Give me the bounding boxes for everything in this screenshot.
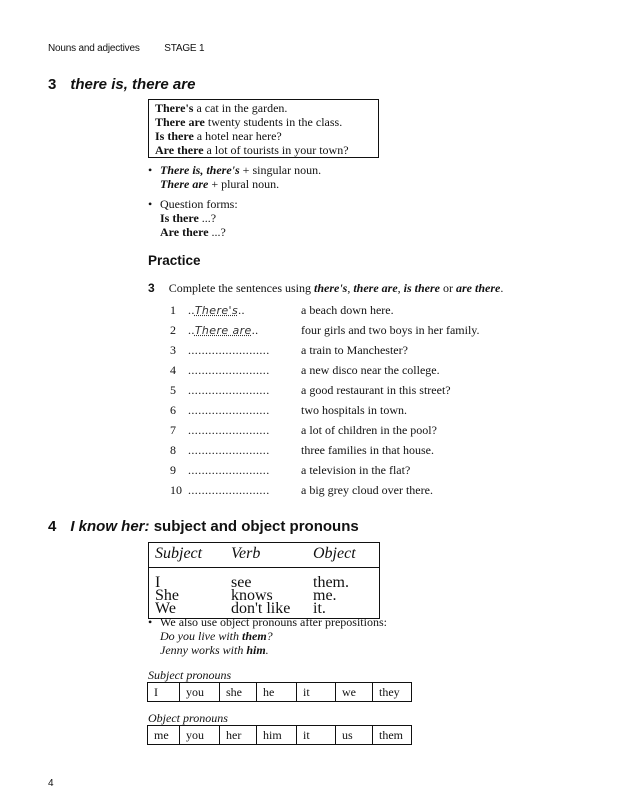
blank: ........................ bbox=[188, 383, 270, 397]
blank: ........................ bbox=[188, 423, 270, 437]
exercise-instruction: 3 Complete the sentences using there's, there are, is there or are there. bbox=[148, 281, 504, 295]
header-stage: STAGE 1 bbox=[164, 43, 205, 54]
subject-pronouns-label: Subject pronouns bbox=[148, 668, 232, 682]
exercise-item: 4 ........................ a new disco near the college. bbox=[170, 360, 480, 380]
blank: ........................ bbox=[188, 343, 270, 357]
examples-box bbox=[148, 99, 379, 158]
subject-pronouns-row: I you she he it we they bbox=[147, 682, 412, 702]
example-line: Are there a lot of tourists in your town? bbox=[155, 143, 349, 157]
rule-question-forms: • Question forms: Is there ...? Are there ...? bbox=[148, 197, 321, 239]
section-4-title: 4 I know her: subject and object pronouns bbox=[48, 518, 359, 535]
blank: ........................ bbox=[188, 403, 270, 417]
blank: ........................ bbox=[188, 443, 270, 457]
object-pronouns-label: Object pronouns bbox=[148, 711, 228, 725]
filled-answer: There are bbox=[194, 324, 252, 337]
exercise-item: 6 ........................ two hospitals in town. bbox=[170, 400, 480, 420]
example-line: Is there a hotel near here? bbox=[155, 129, 282, 143]
table-body: I She We see knows don't like them. me. it. bbox=[155, 574, 349, 617]
rule-singular-plural: • There is, there's + singular noun. There are + plural noun. bbox=[148, 163, 321, 191]
exercise-item: 1 ..There's.. a beach down here. bbox=[170, 303, 394, 317]
header-section: Nouns and adjectives bbox=[48, 43, 140, 54]
table-header: Subject Verb Object bbox=[149, 543, 379, 568]
object-pronouns-row: me you her him it us them bbox=[147, 725, 412, 745]
blank: ........................ bbox=[188, 483, 270, 497]
preposition-note: • We also use object pronouns after prepositions: Do you live with them? Jenny works with him. bbox=[148, 615, 387, 657]
practice-heading: Practice bbox=[148, 253, 201, 268]
exercise-item: 9 ........................ a television in the flat? bbox=[170, 460, 480, 480]
pronoun-example-table bbox=[148, 542, 380, 619]
blank: ........................ bbox=[188, 463, 270, 477]
blank: ........................ bbox=[188, 363, 270, 377]
example-line: There are twenty students in the class. bbox=[155, 115, 343, 129]
exercise-items bbox=[170, 300, 480, 500]
page-number: 4 bbox=[48, 778, 54, 789]
filled-answer: There's bbox=[194, 304, 239, 317]
example-line: There's a cat in the garden. bbox=[155, 101, 288, 115]
section-title-text: there is, there are bbox=[70, 76, 196, 93]
exercise-item: 10 ........................ a big grey cloud over there. bbox=[170, 480, 480, 500]
page-header bbox=[48, 43, 204, 54]
section-3-title bbox=[48, 76, 195, 93]
rules-list bbox=[148, 163, 321, 239]
exercise-item: 3 ........................ a train to Manchester? bbox=[170, 340, 480, 360]
exercise-item: 2 ..There are.. four girls and two boys in her family. bbox=[170, 323, 480, 337]
exercise-item: 7 ........................ a lot of children in the pool? bbox=[170, 420, 480, 440]
exercise-item: 8 ........................ three families in that house. bbox=[170, 440, 480, 460]
section-number: 3 bbox=[48, 76, 57, 93]
exercise-item: 5 ........................ a good restaurant in this street? bbox=[170, 380, 480, 400]
